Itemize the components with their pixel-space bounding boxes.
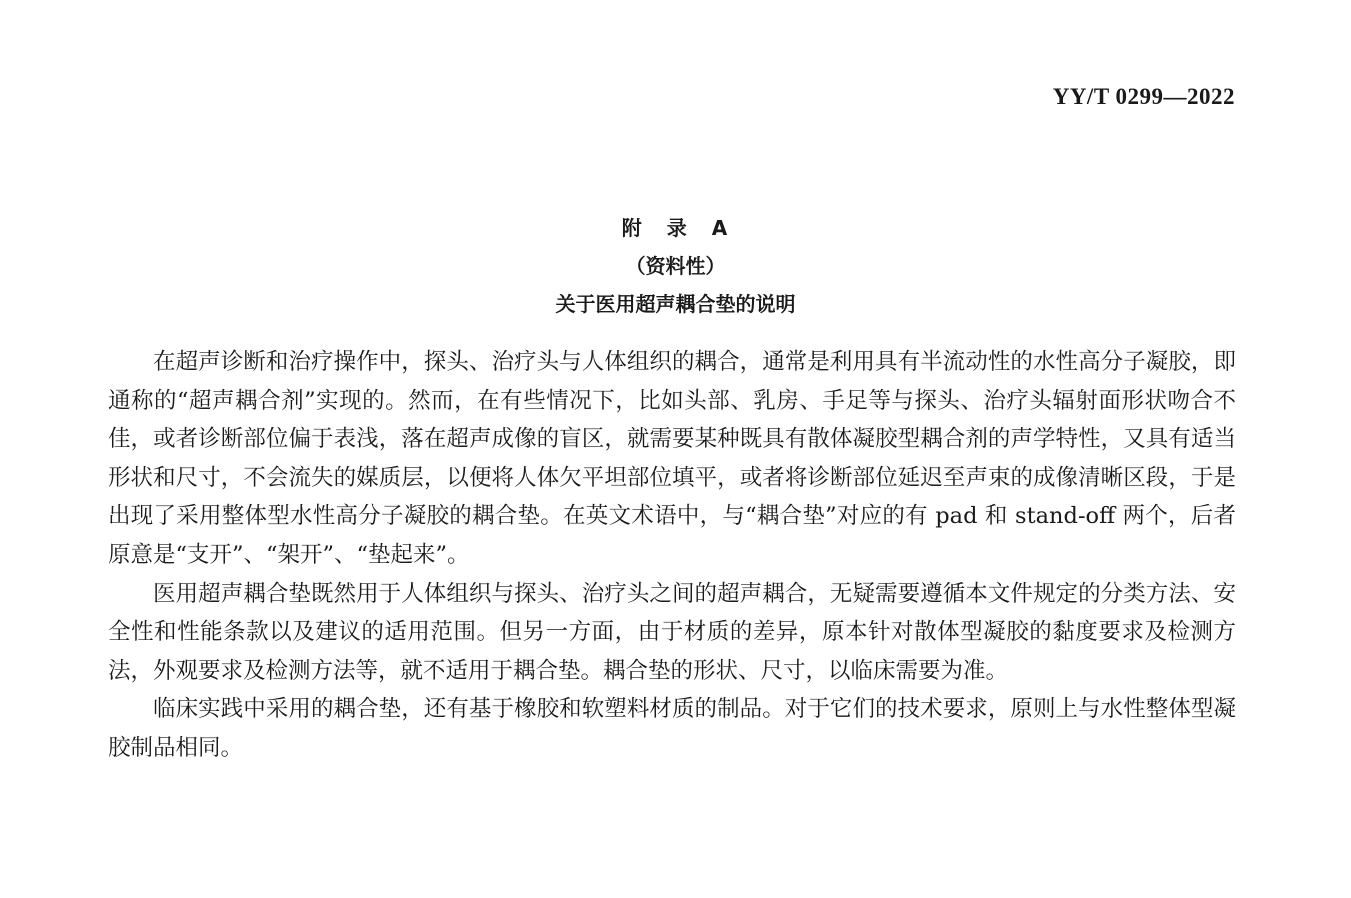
paragraph-2: 医用超声耦合垫既然用于人体组织与探头、治疗头之间的超声耦合，无疑需要遵循本文件规定的分类方法、安全性和性能条款以及建议的适用范围。但另一方面，由于材质的差异，原本针对散体型凝胶的黏度要求及检测方法，外观要求及检测方法等，就不适用于耦合垫。耦合垫的形状、尺寸，以临床需要为准。 (108, 580, 1236, 684)
paragraph-3: 临床实践中采用的耦合垫，还有基于橡胶和软塑料材质的制品。对于它们的技术要求，原则上与水性整体型凝胶制品相同。 (108, 696, 1236, 761)
appendix-nature: （资料性） (625, 254, 726, 278)
paragraph-1: 在超声诊断和治疗操作中，探头、治疗头与人体组织的耦合，通常是利用具有半流动性的水性高分子凝胶，即通称的“超声耦合剂”实现的。然而，在有些情况下，比如头部、乳房、手足等与探头、治疗头辐射面形状吻合不佳，或者诊断部位偏于表浅，落在超声成像的盲区，就需要某种既具有散体凝胶型耦合剂的声学特性，又具有适当形状和尺寸，不会流失的媒质层，以便将人体欠平坦部位填平，或者将诊断部位延迟至声束的成像清晰区段，于是出现了采用整体型水性高分子凝胶的耦合垫。在英文术语中，与“耦合垫”对应的有 pad 和 stand-off 两个，后者原意是“支开”、“架开”、“垫起来”。 (108, 349, 1236, 568)
appendix-title: 附 录 A (621, 216, 730, 240)
appendix-body (108, 343, 1236, 768)
appendix-heading: 关于医用超声耦合垫的说明 (555, 292, 796, 316)
standard-code: YY/T 0299—2022 (1052, 84, 1235, 109)
